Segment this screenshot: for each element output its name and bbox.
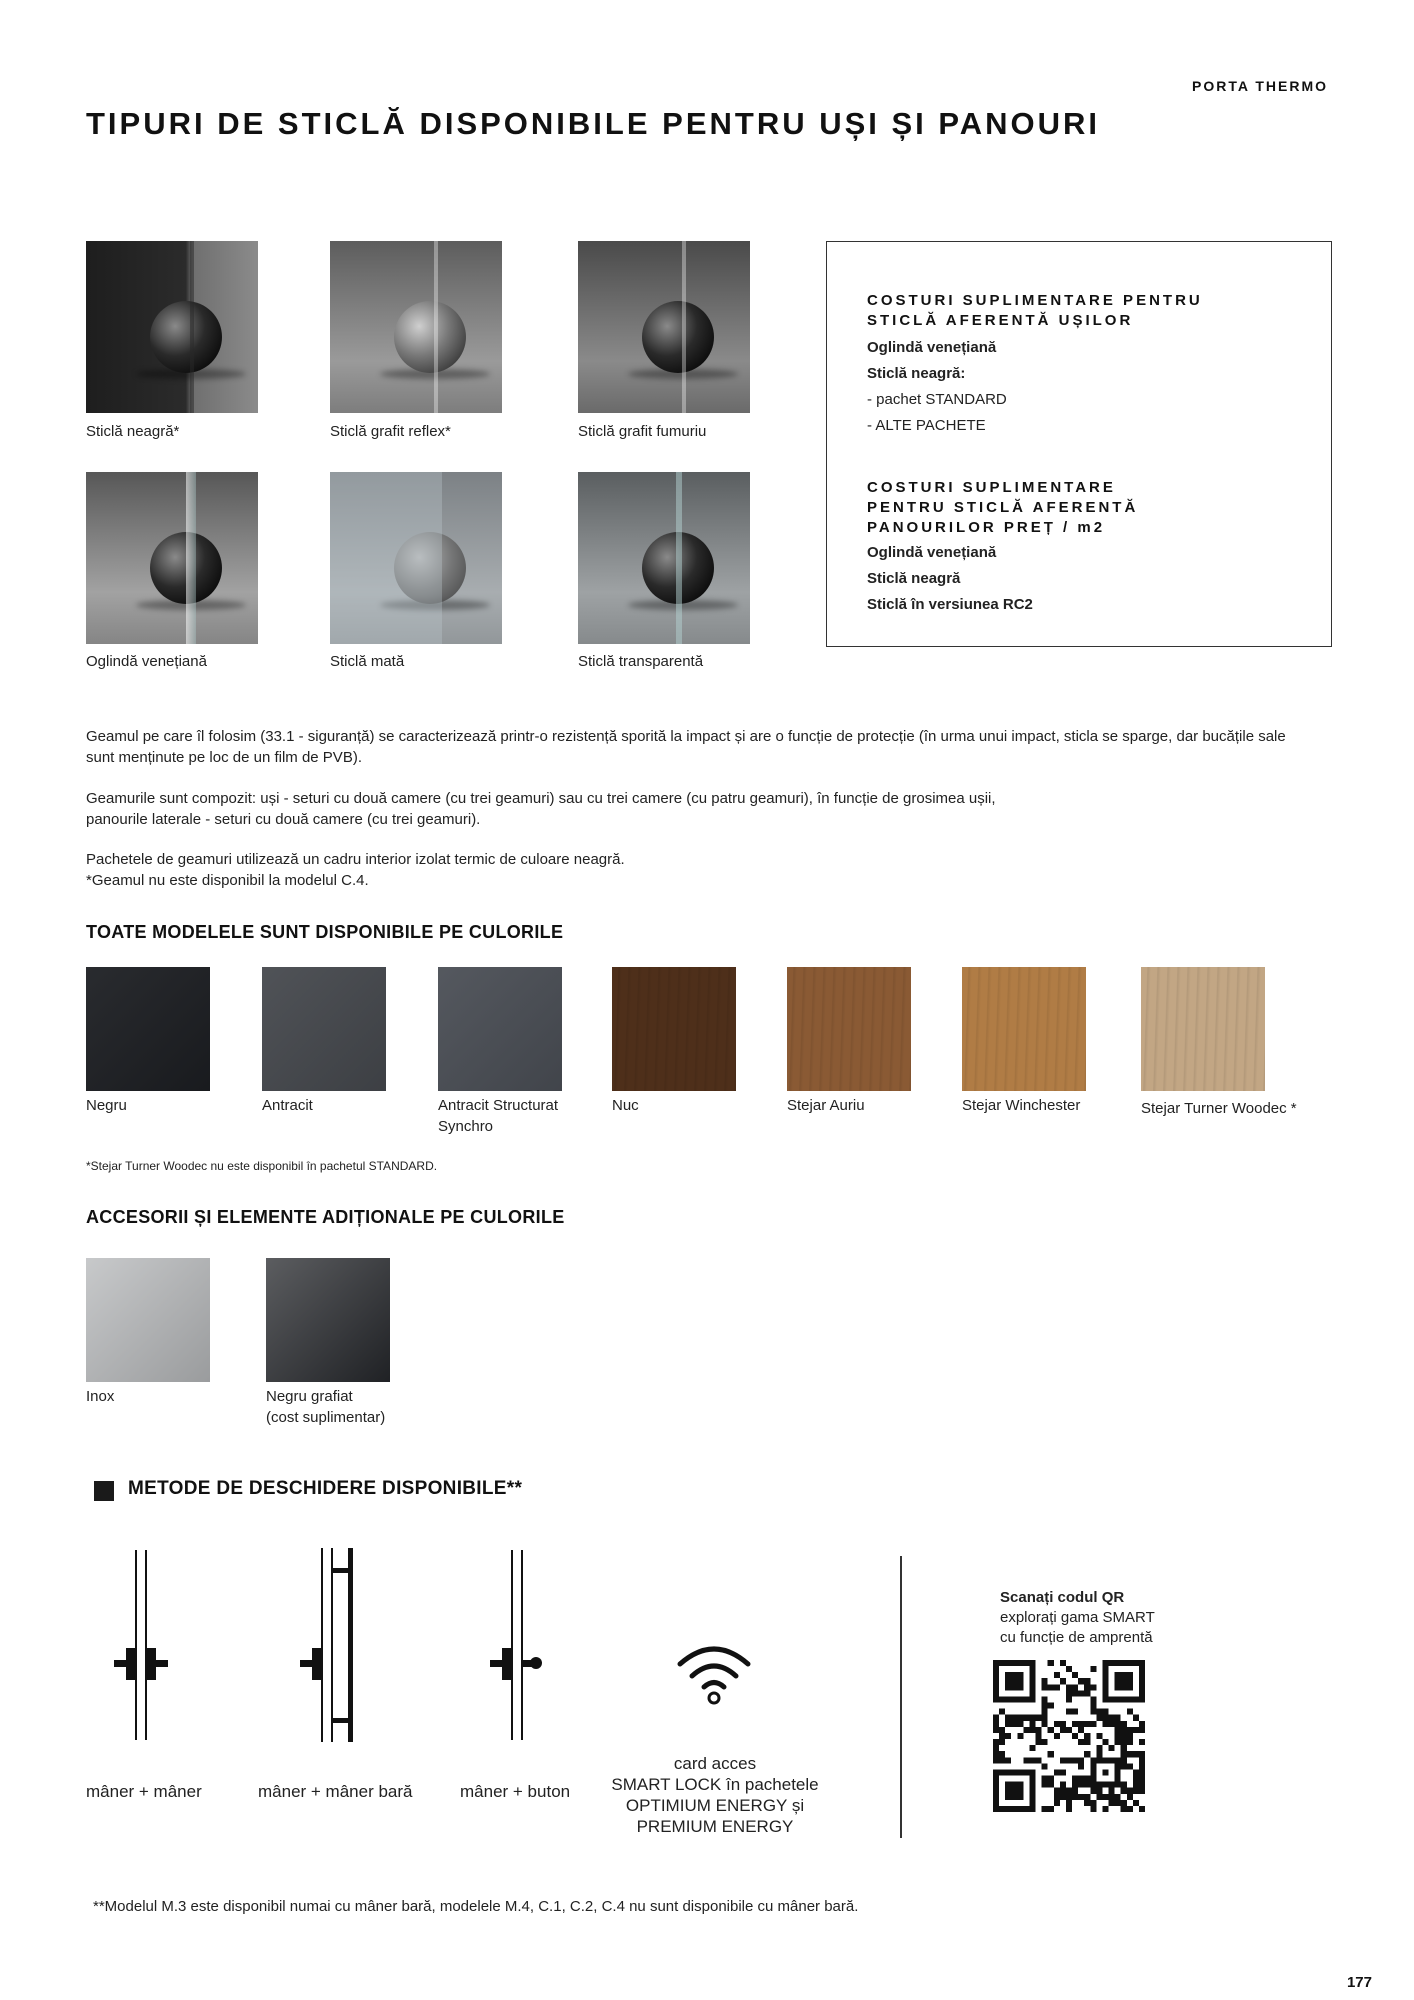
color-label: Stejar Turner Woodec * <box>1141 1100 1297 1117</box>
card-line: card acces <box>673 1754 757 1773</box>
frosted-glass-swatch <box>330 472 502 644</box>
accessory-label-line: Negru grafiat <box>266 1388 353 1405</box>
accessory-label <box>266 1386 385 1428</box>
color-label: Stejar Auriu <box>787 1097 865 1114</box>
glass-label: Sticlă transparentă <box>578 653 704 670</box>
qr-caption <box>1000 1588 1155 1648</box>
description-paragraph <box>86 849 1356 891</box>
opening-methods-heading: METODE DE DESCHIDERE DISPONIBILE** <box>128 1478 523 1499</box>
qr-line: cu funcție de amprentă <box>1000 1629 1153 1646</box>
cost-item: Oglindă venețiană <box>867 544 997 561</box>
color-swatch-nuc <box>612 967 736 1091</box>
accessory-label-line: (cost suplimentar) <box>266 1409 386 1426</box>
panel-costs-heading: COSTURI SUPLIMENTARE <box>867 479 1116 496</box>
color-label: Antracit <box>262 1097 313 1114</box>
description-paragraph <box>86 788 1356 830</box>
color-label: Negru <box>86 1097 127 1114</box>
glass-label: Sticlă mată <box>330 653 405 670</box>
door-costs-heading: STICLĂ AFERENTĂ UȘILOR <box>867 312 1134 329</box>
card-line: OPTIMIUM ENERGY și <box>625 1796 805 1815</box>
page-number: 177 <box>1346 1974 1372 1991</box>
panel-costs-heading: PANOURILOR PREȚ / m2 <box>867 519 1106 536</box>
accessory-swatch-inox <box>86 1258 210 1382</box>
description-paragraph <box>86 726 1356 768</box>
handle-handle-icon <box>112 1550 182 1740</box>
qr-title: Scanați codul QR <box>1000 1589 1125 1606</box>
description-line: panourile laterale - seturi cu două camere (cu trei geamuri). <box>86 811 481 828</box>
color-label-line: Synchro <box>438 1118 494 1135</box>
vertical-divider <box>900 1556 902 1838</box>
color-swatch-antracit-structurat <box>438 967 562 1091</box>
color-label: Nuc <box>612 1097 639 1114</box>
footnote: **Modelul M.3 este disponibil numai cu mâner bară, modelele M.4, C.1, C.2, C.4 nu sunt disponibile cu mâner bară. <box>93 1898 859 1915</box>
qr-line: explorați gama SMART <box>1000 1609 1155 1626</box>
accessories-heading: ACCESORII ȘI ELEMENTE ADIȚIONALE PE CULORILE <box>86 1207 565 1227</box>
method-label: mâner + mâner <box>86 1782 202 1801</box>
card-line: SMART LOCK în pachetele <box>611 1775 819 1794</box>
color-label-line: Antracit Structurat <box>438 1097 559 1114</box>
colors-heading: TOATE MODELELE SUNT DISPONIBILE PE CULORILE <box>86 922 564 942</box>
cost-item: Sticlă neagră: <box>867 365 966 382</box>
wireless-icon <box>676 1640 752 1706</box>
description-line: *Geamul nu este disponibil la modelul C.4. <box>86 872 369 889</box>
description-line: Geamurile sunt compozit: uși - seturi cu două camere (cu trei geamuri) sau cu trei camere (cu patru geamuri), în funcție de grosimea ușii, <box>86 790 996 807</box>
graphite-reflex-glass-swatch <box>330 241 502 413</box>
accessory-label: Inox <box>86 1388 115 1405</box>
accessory-swatch-negru-grafiat <box>266 1258 390 1382</box>
cost-item: Sticlă în versiunea RC2 <box>867 596 1033 613</box>
colors-note: *Stejar Turner Woodec nu este disponibil în pachetul STANDARD. <box>86 1159 438 1173</box>
color-label: Stejar Winchester <box>962 1097 1081 1114</box>
card-line: PREMIUM ENERGY <box>636 1817 794 1836</box>
glass-label: Oglindă venețiană <box>86 653 207 670</box>
color-swatch-stejar-auriu <box>787 967 911 1091</box>
cost-item: Oglindă venețiană <box>867 339 997 356</box>
description-line: Geamul pe care îl folosim (33.1 - siguranță) se caracterizează printr-o rezistență sporită la impact și are o funcție de protecție (în urma unui impact, sticla se sparge, dar bucățile sale <box>86 728 1286 745</box>
cost-item: - ALTE PACHETE <box>867 417 986 434</box>
panel-glass-costs <box>867 478 1138 618</box>
section-marker-icon <box>94 1481 114 1501</box>
black-glass-swatch <box>86 241 258 413</box>
method-label: mâner + buton <box>460 1782 571 1801</box>
qr-code-icon[interactable] <box>993 1660 1145 1812</box>
handle-bar-icon <box>298 1548 368 1742</box>
smoked-graphite-glass-swatch <box>578 241 750 413</box>
brand-label: PORTA THERMO <box>1192 78 1328 94</box>
additional-costs-box <box>826 241 1332 647</box>
color-swatch-stejar-turner <box>1141 967 1265 1091</box>
glass-label: Sticlă grafit reflex* <box>330 423 451 440</box>
cost-item: Sticlă neagră <box>867 570 961 587</box>
clear-glass-swatch <box>578 472 750 644</box>
door-glass-costs <box>867 291 1203 439</box>
venetian-mirror-swatch <box>86 472 258 644</box>
handle-knob-icon <box>488 1550 558 1740</box>
page-title: TIPURI DE STICLĂ DISPONIBILE PENTRU UȘI ȘI PANOURI <box>86 106 1101 141</box>
color-swatch-antracit <box>262 967 386 1091</box>
card-access-label <box>604 1753 826 1837</box>
description-line: Pachetele de geamuri utilizează un cadru interior izolat termic de culoare neagră. <box>86 851 625 868</box>
color-label <box>438 1095 558 1137</box>
color-swatch-negru <box>86 967 210 1091</box>
glass-label: Sticlă neagră* <box>86 423 180 440</box>
panel-costs-heading: PENTRU STICLĂ AFERENTĂ <box>867 499 1139 516</box>
method-label: mâner + mâner bară <box>258 1782 413 1801</box>
door-costs-heading: COSTURI SUPLIMENTARE PENTRU <box>867 292 1203 309</box>
cost-item: - pachet STANDARD <box>867 391 1007 408</box>
color-swatch-stejar-winchester <box>962 967 1086 1091</box>
glass-label: Sticlă grafit fumuriu <box>578 423 707 440</box>
description-line: sunt menținute pe loc de un film de PVB). <box>86 749 362 766</box>
